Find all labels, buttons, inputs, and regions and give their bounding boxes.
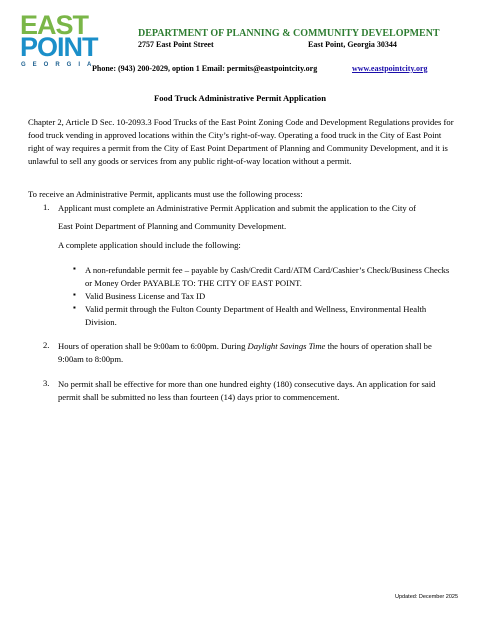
item-number-1: 1.	[43, 202, 50, 212]
item-2-text-after: the hours of operation shall be 9:00am to 8:00pm.	[58, 341, 432, 364]
east-point-logo	[20, 10, 99, 70]
logo-east-text: EAST	[20, 10, 89, 40]
bullet-marker: ▪	[73, 264, 76, 273]
updated-date: Updated: December 2025	[395, 594, 458, 600]
item-1-text-continued: East Point Department of Planning and Community Development.	[58, 221, 287, 231]
street-address: 2757 East Point Street	[138, 40, 214, 49]
document-title: Food Truck Administrative Permit Application	[153, 93, 327, 103]
item-2-daylight-savings: Daylight Savings Time	[247, 341, 326, 351]
item-2-text	[58, 340, 458, 366]
process-intro: To receive an Administrative Permit, applicants must use the following process:	[28, 189, 303, 199]
logo-georgia-text: GEORGIA	[21, 62, 99, 68]
item-number-3: 3.	[43, 378, 50, 388]
website-link[interactable]: www.eastpointcity.org	[352, 64, 428, 73]
department-title: DEPARTMENT OF PLANNING & COMMUNITY DEVELOPMENT	[138, 28, 440, 39]
item-number-2: 2.	[43, 340, 50, 350]
item-3-text: No permit shall be effective for more than one hundred eighty (180) consecutive days. An application for said permit shall be submitted no less than fourteen (14) days prior to commencement.	[58, 379, 436, 402]
city-address: East Point, Georgia 30344	[308, 40, 397, 49]
bullet-marker: ▪	[73, 290, 76, 299]
contact-info: Phone: (943) 200-2029, option 1 Email: permits@eastpointcity.org	[92, 64, 318, 73]
logo-point-text: POINT	[20, 32, 98, 62]
bullet-health-permit: Valid permit through the Fulton County Department of Health and Wellness, Environmental Health Division.	[85, 304, 427, 327]
bullet-permit-fee: A non-refundable permit fee – payable by Cash/Credit Card/ATM Card/Cashier’s Check/Business Checks or Money Order PAYABLE TO: THE CITY OF EAST POINT.	[85, 265, 450, 288]
item-2-text-before: Hours of operation shall be 9:00am to 6:00pm. During	[58, 341, 248, 351]
bullet-business-license: Valid Business License and Tax ID	[85, 291, 206, 301]
intro-paragraph: Chapter 2, Article D Sec. 10-2093.3 Food Trucks of the East Point Zoning Code and Development Regulations provides for food truck vending in approved locations within the City’s right-of-way. Operating a food truck in the City of East Point right of way requires a permit from the City of East Point Department of Planning and Community Development, and it is unlawful to sell any goods or services from any public right-of-way location without a permit.	[28, 117, 454, 166]
item-1-text: Applicant must complete an Administrative Permit Application and submit the application to the City of	[58, 203, 417, 213]
complete-application-note: A complete application should include the following:	[58, 240, 241, 250]
bullet-marker: ▪	[73, 303, 76, 312]
